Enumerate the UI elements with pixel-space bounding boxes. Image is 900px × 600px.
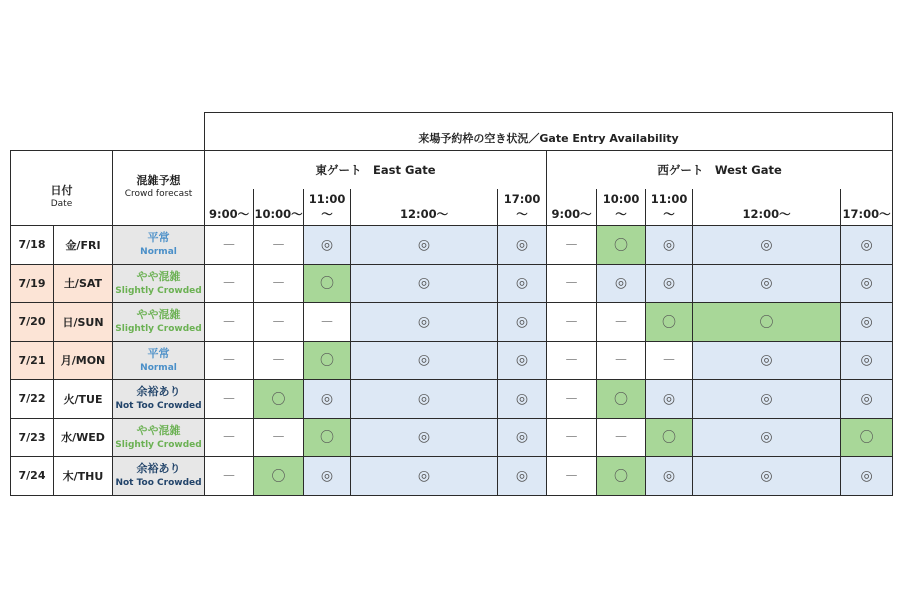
west-slot-4: ◎ xyxy=(841,226,893,265)
day-cell: 日/SUN xyxy=(54,303,113,342)
east-slot-1: － xyxy=(254,341,304,380)
forecast-jp: 平常 xyxy=(147,231,170,245)
west-slot-1: － xyxy=(597,418,646,457)
table-title: 来場予約枠の空き状況／Gate Entry Availability xyxy=(205,113,893,151)
table-row xyxy=(11,457,893,496)
west-slot-4: ◎ xyxy=(841,380,893,419)
forecast-jp: やや混雑 xyxy=(136,308,181,322)
day-cell: 金/FRI xyxy=(54,226,113,265)
forecast-cell xyxy=(113,457,205,496)
forecast-header-en: Crowd forecast xyxy=(124,189,193,200)
west-gate-header: 西ゲート West Gate xyxy=(547,151,893,189)
east-slot-4: ◎ xyxy=(498,341,547,380)
west-slot-0: － xyxy=(547,380,597,419)
west-time-0: 9:00～ xyxy=(547,189,597,226)
east-time-4: 17:00～ xyxy=(498,189,547,226)
east-gate-header: 東ゲート East Gate xyxy=(205,151,547,189)
forecast-cell xyxy=(113,341,205,380)
east-time-2: 11:00～ xyxy=(304,189,351,226)
date-header-jp: 日付 xyxy=(50,184,73,197)
date-cell: 7/20 xyxy=(11,303,54,342)
forecast-jp: 余裕あり xyxy=(136,385,181,399)
forecast-jp: やや混雑 xyxy=(136,423,181,437)
table-row xyxy=(11,418,893,457)
east-slot-0: － xyxy=(205,341,254,380)
east-slot-3: ◎ xyxy=(351,418,498,457)
day-cell: 月/MON xyxy=(54,341,113,380)
date-cell: 7/19 xyxy=(11,264,54,303)
forecast-jp: 余裕あり xyxy=(136,462,181,476)
forecast-header xyxy=(113,151,205,226)
east-slot-4: ◎ xyxy=(498,264,547,303)
east-slot-0: － xyxy=(205,303,254,342)
forecast-en: Normal xyxy=(140,362,177,373)
east-slot-0: － xyxy=(205,418,254,457)
east-slot-0: － xyxy=(205,457,254,496)
west-slot-2: ◎ xyxy=(646,226,693,265)
west-slot-0: － xyxy=(547,418,597,457)
east-slot-2: － xyxy=(304,303,351,342)
west-slot-4: 〇 xyxy=(841,418,893,457)
west-time-3: 12:00～ xyxy=(693,189,841,226)
east-slot-2: ◎ xyxy=(304,457,351,496)
east-slot-1: － xyxy=(254,303,304,342)
west-slot-4: ◎ xyxy=(841,457,893,496)
east-time-3: 12:00～ xyxy=(351,189,498,226)
west-slot-1: 〇 xyxy=(597,380,646,419)
east-slot-3: ◎ xyxy=(351,303,498,342)
east-slot-0: － xyxy=(205,380,254,419)
forecast-cell xyxy=(113,264,205,303)
forecast-en: Slightly Crowded xyxy=(115,285,202,296)
forecast-en: Normal xyxy=(140,247,177,258)
west-time-2: 11:00～ xyxy=(646,189,693,226)
west-slot-2: 〇 xyxy=(646,418,693,457)
west-slot-3: ◎ xyxy=(693,226,841,265)
table-row xyxy=(11,380,893,419)
west-slot-3: ◎ xyxy=(693,341,841,380)
east-slot-1: － xyxy=(254,264,304,303)
west-slot-0: － xyxy=(547,303,597,342)
day-cell: 火/TUE xyxy=(54,380,113,419)
west-slot-2: － xyxy=(646,341,693,380)
date-cell: 7/23 xyxy=(11,418,54,457)
east-slot-0: － xyxy=(205,226,254,265)
west-slot-3: ◎ xyxy=(693,418,841,457)
forecast-en: Slightly Crowded xyxy=(115,324,202,335)
forecast-header-jp: 混雑予想 xyxy=(136,174,181,187)
date-cell: 7/21 xyxy=(11,341,54,380)
east-slot-2: ◎ xyxy=(304,380,351,419)
day-cell: 水/WED xyxy=(54,418,113,457)
east-slot-4: ◎ xyxy=(498,418,547,457)
west-slot-1: 〇 xyxy=(597,457,646,496)
forecast-jp: やや混雑 xyxy=(136,269,181,283)
east-slot-3: ◎ xyxy=(351,264,498,303)
east-slot-2: 〇 xyxy=(304,341,351,380)
west-slot-3: ◎ xyxy=(693,380,841,419)
east-slot-0: － xyxy=(205,264,254,303)
west-slot-0: － xyxy=(547,226,597,265)
gate-availability-table xyxy=(10,112,893,496)
date-header xyxy=(11,151,113,226)
east-slot-3: ◎ xyxy=(351,380,498,419)
day-cell: 土/SAT xyxy=(54,264,113,303)
east-slot-2: 〇 xyxy=(304,418,351,457)
east-time-1: 10:00～ xyxy=(254,189,304,226)
west-slot-2: ◎ xyxy=(646,457,693,496)
forecast-cell xyxy=(113,303,205,342)
east-slot-3: ◎ xyxy=(351,341,498,380)
west-slot-2: ◎ xyxy=(646,264,693,303)
west-slot-1: 〇 xyxy=(597,226,646,265)
west-slot-0: － xyxy=(547,264,597,303)
forecast-jp: 平常 xyxy=(147,346,170,360)
west-slot-3: ◎ xyxy=(693,264,841,303)
east-slot-1: 〇 xyxy=(254,380,304,419)
west-slot-4: ◎ xyxy=(841,303,893,342)
west-time-4: 17:00～ xyxy=(841,189,893,226)
date-cell: 7/24 xyxy=(11,457,54,496)
day-cell: 木/THU xyxy=(54,457,113,496)
west-slot-2: ◎ xyxy=(646,380,693,419)
west-slot-0: － xyxy=(547,457,597,496)
table-row xyxy=(11,264,893,303)
west-slot-3: 〇 xyxy=(693,303,841,342)
bottom-crop-mask xyxy=(0,497,900,600)
forecast-en: Slightly Crowded xyxy=(115,439,202,450)
east-slot-1: － xyxy=(254,418,304,457)
east-slot-4: ◎ xyxy=(498,303,547,342)
west-slot-3: ◎ xyxy=(693,457,841,496)
east-time-0: 9:00～ xyxy=(205,189,254,226)
date-header-en: Date xyxy=(50,199,73,210)
west-slot-4: ◎ xyxy=(841,341,893,380)
east-slot-2: ◎ xyxy=(304,226,351,265)
east-slot-1: 〇 xyxy=(254,457,304,496)
west-slot-2: 〇 xyxy=(646,303,693,342)
forecast-en: Not Too Crowded xyxy=(115,478,202,489)
date-cell: 7/18 xyxy=(11,226,54,265)
blank-corner xyxy=(11,113,205,151)
west-slot-0: － xyxy=(547,341,597,380)
table-row xyxy=(11,341,893,380)
date-cell: 7/22 xyxy=(11,380,54,419)
table-row xyxy=(11,303,893,342)
west-slot-1: － xyxy=(597,303,646,342)
west-slot-1: ◎ xyxy=(597,264,646,303)
east-slot-3: ◎ xyxy=(351,226,498,265)
west-time-1: 10:00～ xyxy=(597,189,646,226)
forecast-cell xyxy=(113,380,205,419)
east-slot-4: ◎ xyxy=(498,226,547,265)
east-slot-4: ◎ xyxy=(498,380,547,419)
table-row xyxy=(11,226,893,265)
forecast-cell xyxy=(113,418,205,457)
forecast-en: Not Too Crowded xyxy=(115,401,202,412)
east-slot-2: 〇 xyxy=(304,264,351,303)
east-slot-3: ◎ xyxy=(351,457,498,496)
west-slot-4: ◎ xyxy=(841,264,893,303)
forecast-cell xyxy=(113,226,205,265)
west-slot-1: － xyxy=(597,341,646,380)
east-slot-1: － xyxy=(254,226,304,265)
east-slot-4: ◎ xyxy=(498,457,547,496)
